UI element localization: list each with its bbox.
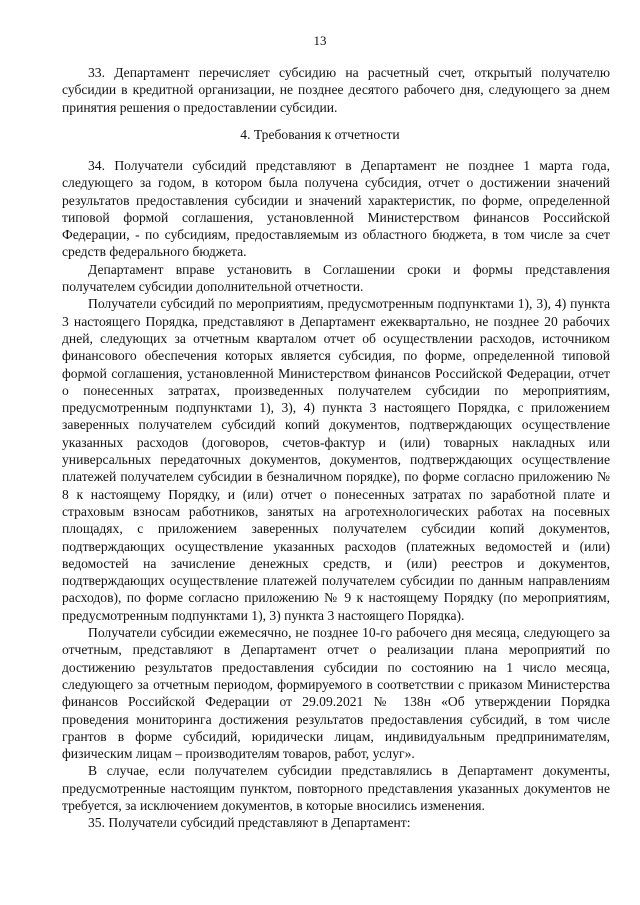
paragraph-additional-reporting: Департамент вправе установить в Соглашении сроки и формы представления получателем субсидии дополнительной отчетности.	[62, 261, 610, 295]
paragraph-35: 35. Получатели субсидий представляют в Департамент:	[88, 815, 411, 831]
paragraph-monthly-report: Получатели субсидии ежемесячно, не позднее 10-го рабочего дня месяца, следующего за отчетным, представляют в Департамент отчет о реализации плана мероприятий по достижению результатов предоставления субсидии по состоянию на 1 число месяца, следующего за отчетным периодом, формируемого в соответствии с приказом Министерства финансов Российской Федерации от 29.09.2021 № 138н «Об утверждении Порядка проведения мониторинга достижения результатов предоставления субсидий, в том числе грантов в форме субсидий, юридически лицам, индивидуальным предпринимателям, физическим лицам – производителям товаров, работ, услуг».	[62, 625, 610, 762]
section-heading: 4. Требования к отчетности	[240, 127, 400, 142]
paragraph-33: 33. Департамент перечисляет субсидию на расчетный счет, открытый получателю субсидии в кредитной организации, не позднее десятого рабочего дня, следующего за днем принятия решения о предоставлении субсидии.	[62, 65, 610, 115]
paragraph-block-34	[62, 157, 610, 832]
page-number: 13	[313, 33, 327, 48]
paragraph-block-33	[62, 64, 610, 116]
paragraph-34: 34. Получатели субсидий представляют в Департамент не позднее 1 марта года, следующего за годом, в котором была получена субсидия, отчет о достижении значений результатов предоставления субсидии и значений характеристик, по форме, определенной типовой формой соглашения, установленной Министерством финансов Российской Федерации, - по субсидиям, предоставляемым из областного бюджета, в том числе за счет средств федерального бюджета.	[62, 158, 610, 260]
paragraph-quarterly-report: Получатели субсидий по мероприятиям, предусмотренным подпунктами 1), 3), 4) пункта 3 настоящего Порядка, представляют в Департамент ежеквартально, не позднее 20 рабочих дней, следующих за отчетным кварталом отчет об осуществлении расходов, источником финансового обеспечения которых является субсидия, по форме, определенной типовой формой соглашения, установленной Министерством финансов Российской Федерации, отчет о понесенных затратах, произведенных получателем субсидии по мероприятиям, предусмотренным подпунктами 1), 3), 4) пункта 3 настоящего Порядка, с приложением заверенных получателем субсидий копий документов, подтверждающих осуществление указанных расходов (договоров, счетов-фактур и (или) товарных накладных или универсальных передаточных документов, документов, подтверждающих осуществление платежей получателем субсидии в безналичном порядке), по форме согласно приложению № 8 к настоящему Порядку, и (или) отчет о понесенных затратах по заработной плате и страховым взносам работников, занятых на агротехнологических работах на посевных площадях, с приложением заверенных получателем субсидии копий документов, подтверждающих осуществление указанных расходов (платежных ведомостей и (или) ведомостей на зачисление денежных средств, и (или) реестров и документов, подтверждающих осуществление платежей получателем субсидии по данным направлениям расходов), по форме согласно приложению № 9 к настоящему Порядку (по мероприятиям, предусмотренным подпунктами 1), 3) пункта 3 настоящего Порядка).	[62, 296, 610, 623]
paragraph-documents-resubmission: В случае, если получателем субсидии представлялись в Департамент документы, предусмотренные настоящим пунктом, повторного представления указанных документов не требуется, за исключением документов, в которые вносились изменения.	[62, 763, 610, 813]
